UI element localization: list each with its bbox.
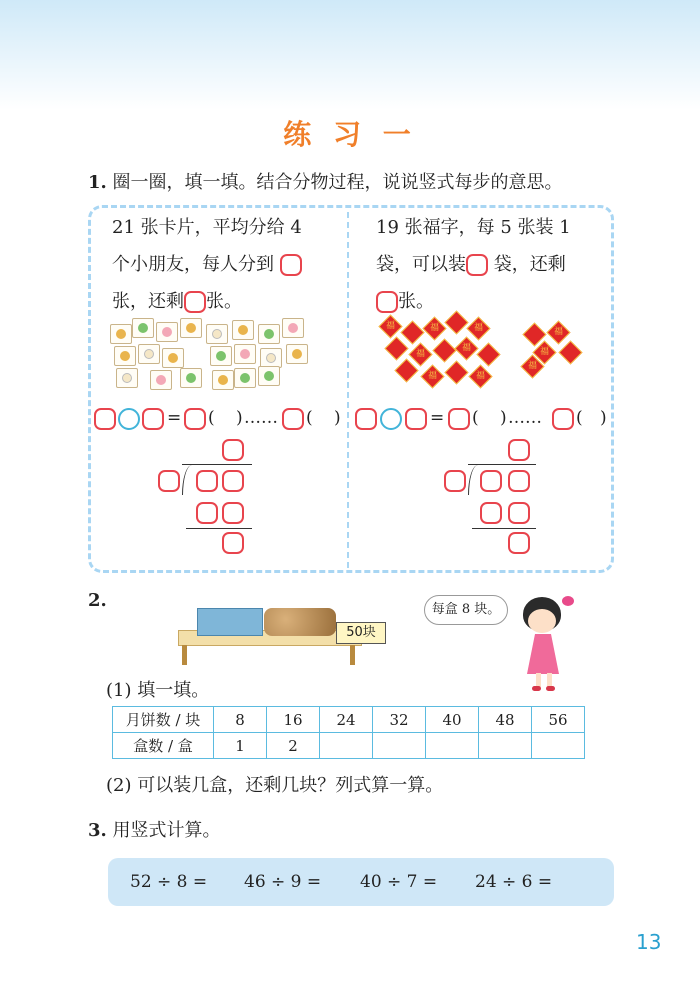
table-row bbox=[113, 733, 585, 759]
card bbox=[138, 344, 160, 364]
card bbox=[232, 320, 254, 340]
q1-left-line3a: 张，还剩 bbox=[112, 291, 184, 312]
open-paren: ( bbox=[208, 408, 215, 428]
answer-box[interactable] bbox=[94, 408, 116, 430]
page-number: 13 bbox=[636, 930, 662, 954]
card bbox=[110, 324, 132, 344]
q3-instruction bbox=[88, 816, 221, 842]
quotient-box[interactable] bbox=[508, 439, 530, 461]
table-cell: 32 bbox=[373, 707, 426, 733]
card bbox=[150, 370, 172, 390]
fu-char: 福 bbox=[461, 343, 471, 353]
quotient-box[interactable] bbox=[222, 439, 244, 461]
close-paren: ) bbox=[500, 408, 507, 428]
card bbox=[260, 348, 282, 368]
card bbox=[114, 346, 136, 366]
table-cell: 2 bbox=[267, 733, 320, 759]
q1-right-line3b: 张。 bbox=[398, 291, 434, 312]
fu-char: 福 bbox=[553, 327, 563, 337]
card bbox=[258, 324, 280, 344]
calc-problem-2: 46 ÷ 9 = bbox=[244, 872, 322, 892]
table-cell-empty[interactable] bbox=[320, 733, 373, 759]
girl-face bbox=[528, 609, 556, 633]
card bbox=[180, 368, 202, 388]
fu-char: 福 bbox=[475, 371, 485, 381]
table-cell: 8 bbox=[214, 707, 267, 733]
q1-right-line2a: 袋，可以装 bbox=[376, 254, 466, 275]
answer-box[interactable] bbox=[142, 408, 164, 430]
answer-box[interactable] bbox=[405, 408, 427, 430]
ellipsis: …… bbox=[508, 408, 542, 428]
header-band bbox=[0, 0, 700, 110]
fu-char: 福 bbox=[385, 321, 395, 331]
operator-circle[interactable] bbox=[380, 408, 402, 430]
q1-number: 1. bbox=[88, 172, 107, 193]
card bbox=[206, 324, 228, 344]
girl-shoe bbox=[546, 686, 555, 691]
subtraction-line bbox=[472, 528, 536, 529]
q1-divider bbox=[347, 212, 349, 568]
card bbox=[156, 322, 178, 342]
girl-leg bbox=[536, 673, 541, 687]
close-paren: ) bbox=[334, 408, 341, 428]
dividend-box[interactable] bbox=[196, 470, 218, 492]
table-cell: 24 bbox=[320, 707, 373, 733]
equals-sign: = bbox=[167, 408, 182, 428]
card bbox=[234, 368, 256, 388]
remainder-box[interactable] bbox=[222, 532, 244, 554]
table-cell-empty[interactable] bbox=[426, 733, 479, 759]
product-box[interactable] bbox=[508, 502, 530, 524]
table-cell-empty[interactable] bbox=[532, 733, 585, 759]
dividend-box[interactable] bbox=[222, 470, 244, 492]
answer-box[interactable] bbox=[552, 408, 574, 430]
page-title: 练 习 一 bbox=[283, 118, 417, 151]
calc-problem-4: 24 ÷ 6 = bbox=[475, 872, 553, 892]
close-paren: ) bbox=[236, 408, 243, 428]
q1-text: 圈一圈，填一填。结合分物过程，说说竖式每步的意思。 bbox=[112, 172, 563, 193]
ellipsis: …… bbox=[244, 408, 278, 428]
q1-right-line2b: 袋，还剩 bbox=[493, 254, 566, 275]
table-leg bbox=[350, 645, 355, 665]
q1-left-line1: 21 张卡片，平均分给 4 bbox=[112, 217, 302, 238]
mooncake-tray bbox=[197, 608, 263, 636]
answer-box[interactable] bbox=[376, 291, 398, 313]
equals-sign: = bbox=[430, 408, 445, 428]
fu-char: 福 bbox=[527, 361, 537, 371]
divisor-box[interactable] bbox=[444, 470, 466, 492]
fu-char: 福 bbox=[429, 323, 439, 333]
card bbox=[286, 344, 308, 364]
table-leg bbox=[182, 645, 187, 665]
q2-part1: (1) 填一填。 bbox=[106, 680, 210, 701]
table-cell: 48 bbox=[479, 707, 532, 733]
card bbox=[282, 318, 304, 338]
product-box[interactable] bbox=[196, 502, 218, 524]
mooncake-pile bbox=[264, 608, 336, 636]
answer-box[interactable] bbox=[282, 408, 304, 430]
open-paren: ( bbox=[576, 408, 583, 428]
dividend-box[interactable] bbox=[508, 470, 530, 492]
fu-char: 福 bbox=[427, 371, 437, 381]
girl-shoe bbox=[532, 686, 541, 691]
subtraction-line bbox=[186, 528, 252, 529]
q3-text: 用竖式计算。 bbox=[112, 820, 221, 841]
divisor-box[interactable] bbox=[158, 470, 180, 492]
q1-right-line1: 19 张福字，每 5 张装 1 bbox=[376, 217, 571, 238]
answer-box[interactable] bbox=[280, 254, 302, 276]
girl-bow bbox=[562, 596, 574, 606]
card bbox=[162, 348, 184, 368]
fu-char: 福 bbox=[539, 347, 549, 357]
fu-char: 福 bbox=[415, 349, 425, 359]
answer-box[interactable] bbox=[184, 408, 206, 430]
card bbox=[234, 344, 256, 364]
card bbox=[258, 366, 280, 386]
table-cell: 40 bbox=[426, 707, 479, 733]
card bbox=[212, 370, 234, 390]
table-cell-empty[interactable] bbox=[373, 733, 426, 759]
q1-right-text bbox=[376, 209, 606, 320]
q2-number: 2. bbox=[88, 590, 107, 611]
close-paren: ) bbox=[600, 408, 607, 428]
product-box[interactable] bbox=[222, 502, 244, 524]
table-row bbox=[113, 707, 585, 733]
q3-number: 3. bbox=[88, 820, 107, 841]
card bbox=[132, 318, 154, 338]
q1-left-text bbox=[112, 209, 342, 320]
open-paren: ( bbox=[472, 408, 479, 428]
dividend-box[interactable] bbox=[480, 470, 502, 492]
table-cell: 56 bbox=[532, 707, 585, 733]
table-cell: 16 bbox=[267, 707, 320, 733]
speech-bubble: 每盒 8 块。 bbox=[424, 595, 508, 625]
answer-box[interactable] bbox=[184, 291, 206, 313]
calc-problem-1: 52 ÷ 8 = bbox=[130, 872, 208, 892]
card bbox=[116, 368, 138, 388]
table-cell: 1 bbox=[214, 733, 267, 759]
girl-dress bbox=[527, 634, 559, 674]
girl-leg bbox=[547, 673, 552, 687]
calc-problem-3: 40 ÷ 7 = bbox=[360, 872, 438, 892]
answer-box[interactable] bbox=[466, 254, 488, 276]
q1-left-line3b: 张。 bbox=[206, 291, 242, 312]
table-header: 盒数 / 盒 bbox=[113, 733, 214, 759]
q1-instruction bbox=[88, 168, 563, 194]
mooncake-table bbox=[112, 706, 585, 759]
q2-part2: (2) 可以装几盒，还剩几块？列式算一算。 bbox=[106, 775, 444, 796]
table-header: 月饼数 / 块 bbox=[113, 707, 214, 733]
card bbox=[180, 318, 202, 338]
answer-box[interactable] bbox=[355, 408, 377, 430]
q1-left-line2: 个小朋友，每人分到 bbox=[112, 254, 274, 275]
table-cell-empty[interactable] bbox=[479, 733, 532, 759]
remainder-box[interactable] bbox=[508, 532, 530, 554]
product-box[interactable] bbox=[480, 502, 502, 524]
card bbox=[210, 346, 232, 366]
open-paren: ( bbox=[306, 408, 313, 428]
answer-box[interactable] bbox=[448, 408, 470, 430]
operator-circle[interactable] bbox=[118, 408, 140, 430]
fu-char: 福 bbox=[473, 323, 483, 333]
price-label: 50块 bbox=[336, 622, 386, 644]
